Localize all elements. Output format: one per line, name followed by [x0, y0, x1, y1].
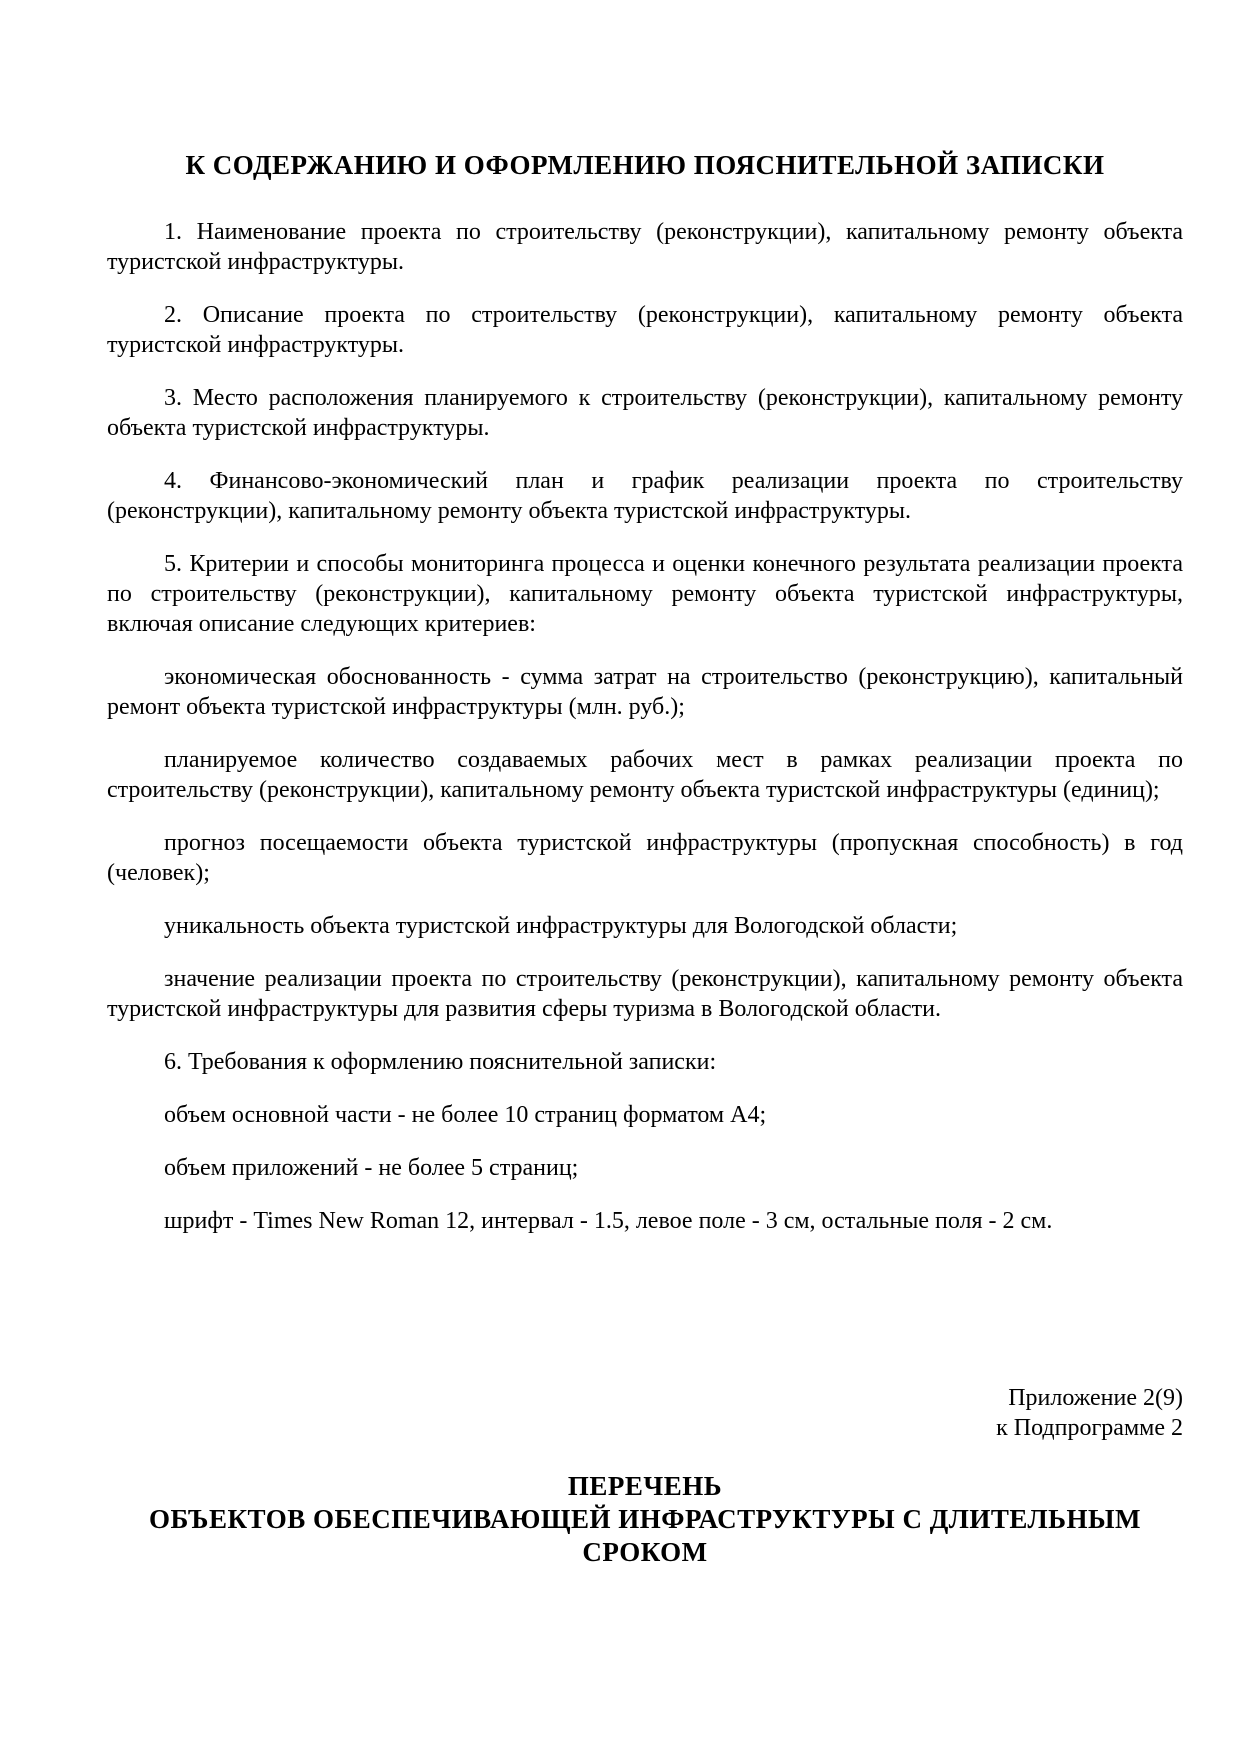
document-title: К СОДЕРЖАНИЮ И ОФОРМЛЕНИЮ ПОЯСНИТЕЛЬНОЙ ЗАПИСКИ	[185, 150, 1105, 180]
criterion-economic: экономическая обоснованность - сумма затрат на строительство (реконструкцию), капитальный ремонт объекта туристской инфраструктуры (млн. руб.);	[107, 664, 1183, 720]
criterion-jobs: планируемое количество создаваемых рабочих мест в рамках реализации проекта по строительству (реконструкции), капитальному ремонту объекта туристской инфраструктуры (единиц);	[107, 747, 1183, 803]
paragraph-6: 6. Требования к оформлению пояснительной записки:	[164, 1049, 717, 1075]
section-heading-line-2: ОБЪЕКТОВ ОБЕСПЕЧИВАЮЩЕЙ ИНФРАСТРУКТУРЫ С ДЛИТЕЛЬНЫМ	[148, 1504, 1142, 1534]
section-heading-line-3: СРОКОМ	[582, 1537, 708, 1567]
criterion-significance: значение реализации проекта по строительству (реконструкции), капитальному ремонту объекта туристской инфраструктуры для развития сферы туризма в Вологодской области.	[107, 966, 1183, 1022]
appendix-reference	[107, 1383, 1183, 1443]
appendix-reference-number: Приложение 2(9)	[1008, 1385, 1183, 1411]
criterion-attendance: прогноз посещаемости объекта туристской инфраструктуры (пропускная способность) в год (человек);	[107, 830, 1183, 886]
paragraph-4: 4. Финансово-экономический план и график реализации проекта по строительству (реконструкции), капитальному ремонту объекта туристской инфраструктуры.	[107, 468, 1183, 524]
requirement-font: шрифт - Times New Roman 12, интервал - 1.5, левое поле - 3 см, остальные поля - 2 см.	[164, 1208, 1053, 1234]
appendix-reference-subprogram: к Подпрограмме 2	[996, 1415, 1183, 1441]
paragraph-3: 3. Место расположения планируемого к строительству (реконструкции), капитальному ремонту объекта туристской инфраструктуры.	[107, 385, 1183, 441]
requirement-main-volume: объем основной части - не более 10 страниц форматом А4;	[164, 1102, 767, 1128]
paragraph-5: 5. Критерии и способы мониторинга процесса и оценки конечного результата реализации проекта по строительству (реконструкции), капитальному ремонту объекта туристской инфраструктуры, включая описание следующих критериев:	[107, 551, 1183, 637]
section-heading	[107, 1470, 1183, 1569]
criterion-uniqueness: уникальность объекта туристской инфраструктуры для Вологодской области;	[164, 913, 958, 939]
requirement-annex-volume: объем приложений - не более 5 страниц;	[164, 1155, 579, 1181]
paragraph-2: 2. Описание проекта по строительству (реконструкции), капитальному ремонту объекта туристской инфраструктуры.	[107, 302, 1183, 358]
paragraph-1: 1. Наименование проекта по строительству (реконструкции), капитальному ремонту объекта туристской инфраструктуры.	[107, 219, 1183, 275]
document-content	[0, 148, 1240, 1569]
document-body	[107, 217, 1183, 1236]
section-heading-line-1: ПЕРЕЧЕНЬ	[567, 1471, 723, 1501]
